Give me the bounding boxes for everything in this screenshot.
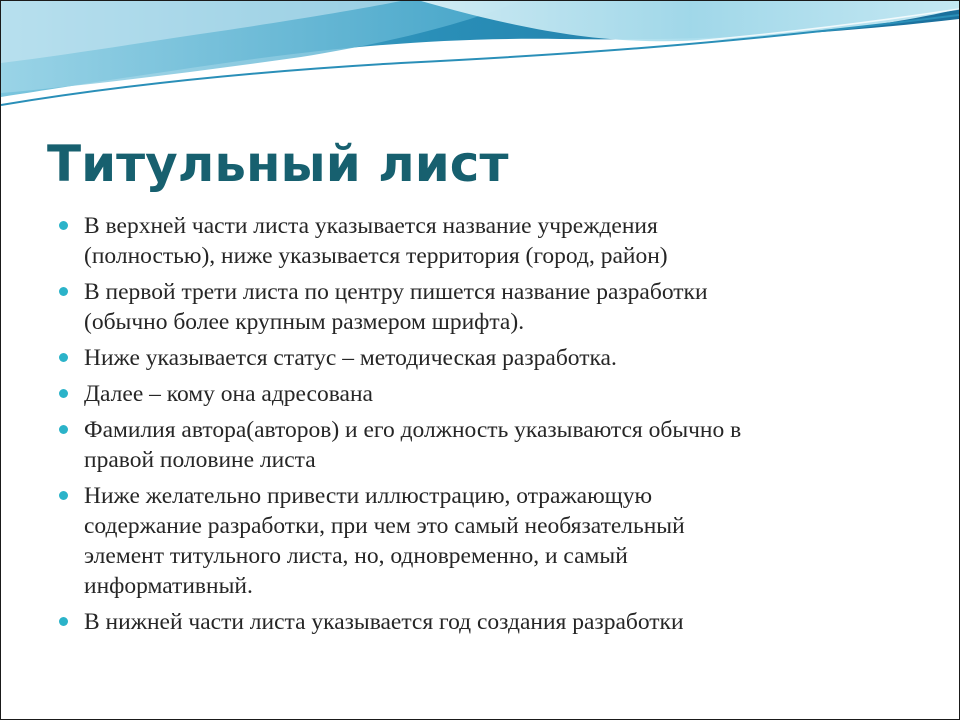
bullet-line: В нижней части листа указывается год создания разработки xyxy=(84,609,684,635)
bullet-dot-icon xyxy=(59,353,68,362)
bullet-item xyxy=(57,481,897,601)
bullet-item xyxy=(57,211,897,271)
wave-decoration xyxy=(1,1,959,131)
bullet-line: правой половине листа xyxy=(84,447,316,473)
bullet-line: (обычно более крупным размером шрифта). xyxy=(84,309,525,335)
bullet-item xyxy=(57,415,897,475)
bullet-line: Ниже указывается статус – методическая разработка. xyxy=(84,345,617,371)
bullet-dot-icon xyxy=(59,491,68,500)
bullet-line: Ниже желательно привести иллюстрацию, отражающую xyxy=(84,483,653,509)
slide-title: Титульный лист xyxy=(47,135,509,193)
bullet-dot-icon xyxy=(59,287,68,296)
bullet-dot-icon xyxy=(59,617,68,626)
bullet-line: элемент титульного листа, но, одновременно, и самый xyxy=(84,543,628,569)
bullet-line: Далее – кому она адресована xyxy=(84,381,373,407)
bullet-line: содержание разработки, при чем это самый необязательный xyxy=(84,513,685,539)
bullet-line: (полностью), ниже указывается территория (город, район) xyxy=(84,243,668,269)
bullet-line: информативный. xyxy=(84,573,253,599)
bullet-dot-icon xyxy=(59,221,68,230)
bullet-line: Фамилия автора(авторов) и его должность указываются обычно в xyxy=(84,417,742,443)
bullet-item xyxy=(57,343,897,373)
bullet-list xyxy=(57,211,897,643)
bullet-line: В первой трети листа по центру пишется название разработки xyxy=(84,279,708,305)
bullet-line: В верхней части листа указывается название учреждения xyxy=(84,213,658,239)
bullet-item xyxy=(57,277,897,337)
bullet-dot-icon xyxy=(59,425,68,434)
bullet-item xyxy=(57,607,897,637)
bullet-item xyxy=(57,379,897,409)
bullet-dot-icon xyxy=(59,389,68,398)
